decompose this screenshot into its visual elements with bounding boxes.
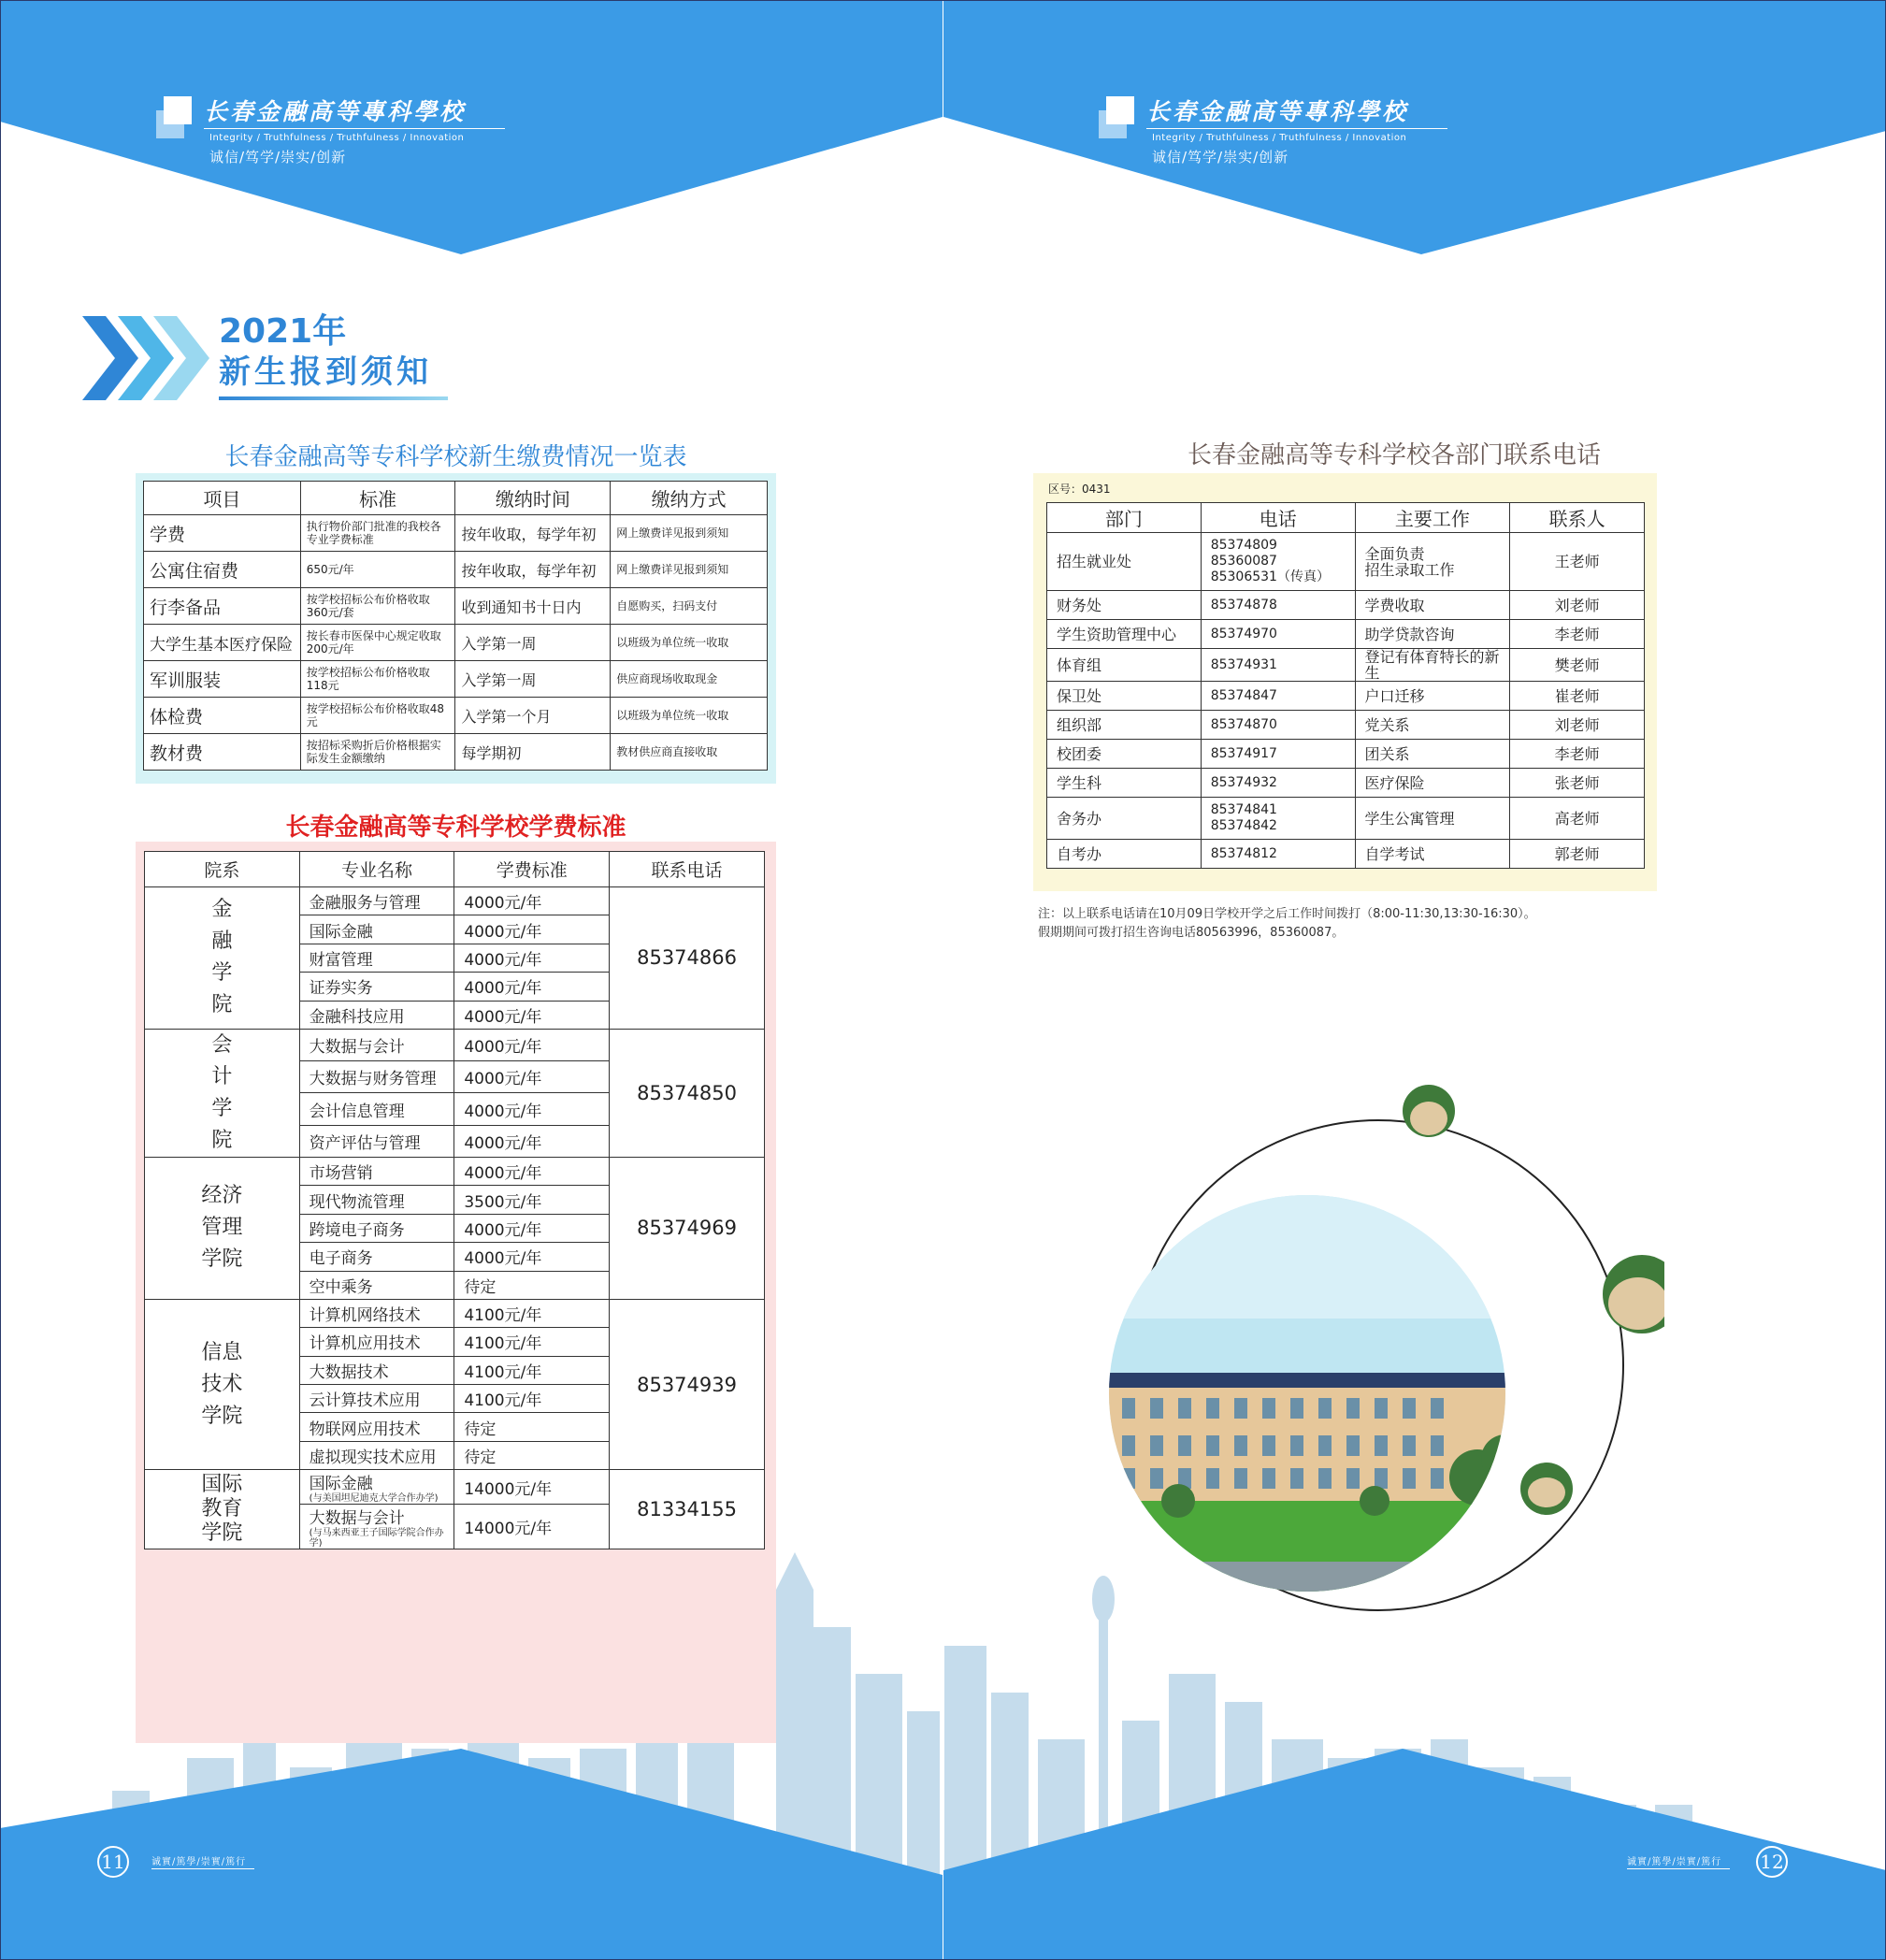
contact-dept: 招生就业处 — [1047, 533, 1202, 591]
major-name: 云计算技术应用 — [309, 1391, 421, 1411]
major-cell — [299, 1214, 454, 1242]
right-school-name: 长春金融高等專科學校 — [1146, 98, 1409, 125]
major-cell — [299, 1271, 454, 1299]
title-year: 2021年 — [219, 312, 347, 351]
fee-method: 以班级为单位统一收取 — [611, 698, 768, 734]
fee-cell: 14000元/年 — [454, 1470, 610, 1505]
major-cell — [299, 1413, 454, 1441]
fee-cell: 4000元/年 — [454, 1157, 610, 1185]
fee-item: 学费 — [144, 515, 301, 552]
fee-cell: 4000元/年 — [454, 1243, 610, 1271]
left-school-name: 长春金融高等專科學校 — [204, 98, 467, 125]
major-cell — [299, 887, 454, 915]
contact-person: 刘老师 — [1510, 711, 1645, 740]
major-name: 现代物流管理 — [309, 1192, 405, 1212]
contact-phone: 85374970 — [1201, 620, 1355, 649]
major-name: 证券实务 — [309, 979, 373, 999]
major-cell — [299, 1186, 454, 1214]
contact-dept: 组织部 — [1047, 711, 1202, 740]
campus-stone-photo-2 — [1599, 1253, 1664, 1337]
major-note: (与马来西亚王子国际学院合作办学) — [309, 1528, 444, 1549]
contact-work: 全面负责 招生录取工作 — [1355, 533, 1510, 591]
dept-phone-cell: 85374866 — [610, 887, 765, 1030]
dept-phone-cell: 85374939 — [610, 1299, 765, 1469]
major-name: 国际金融 — [309, 1475, 373, 1494]
table-row — [144, 552, 768, 588]
fee-table-title: 长春金融高等专科学校新生缴费情况一览表 — [224, 443, 687, 471]
contact-work: 户口迁移 — [1355, 682, 1510, 711]
fee-cell: 4100元/年 — [454, 1299, 610, 1327]
left-footer-motto: 诚實/篤學/崇實/篤行 — [151, 1857, 247, 1867]
contact-work: 助学贷款咨询 — [1355, 620, 1510, 649]
major-cell — [299, 1029, 454, 1060]
fee-item: 公寓住宿费 — [144, 552, 301, 588]
major-cell — [299, 944, 454, 972]
contact-work: 团关系 — [1355, 740, 1510, 769]
major-name: 大数据与会计 — [309, 1038, 405, 1058]
title-underline — [219, 396, 448, 400]
contact-person: 王老师 — [1510, 533, 1645, 591]
fee-cell: 待定 — [454, 1413, 610, 1441]
contact-phone: 85374917 — [1201, 740, 1355, 769]
left-header-rule — [204, 128, 505, 129]
fee-time: 入学第一周 — [455, 625, 611, 661]
dept-phone-cell: 85374850 — [610, 1029, 765, 1157]
table-row — [1047, 798, 1645, 840]
fee-cell: 14000元/年 — [454, 1505, 610, 1549]
contact-person: 李老师 — [1510, 620, 1645, 649]
contact-header-phone: 电话 — [1201, 503, 1355, 533]
contact-person: 郭老师 — [1510, 840, 1645, 869]
right-motto-en: Integrity / Truthfulness / Truthfulness / Innovation — [1152, 133, 1407, 143]
contact-dept: 体育组 — [1047, 649, 1202, 682]
contact-table-body — [1047, 533, 1645, 869]
contact-table — [1046, 502, 1645, 869]
major-name: 大数据与财务管理 — [309, 1070, 437, 1089]
table-row — [1047, 840, 1645, 869]
major-note: (与美国坦尼迪克大学合作办学) — [309, 1493, 439, 1505]
contact-phone: 85374931 — [1201, 649, 1355, 682]
dept-cell: 会 计 学 院 — [145, 1029, 300, 1157]
fee-item: 大学生基本医疗保险 — [144, 625, 301, 661]
contact-header-person: 联系人 — [1510, 503, 1645, 533]
contact-person: 樊老师 — [1510, 649, 1645, 682]
table-row — [145, 887, 765, 915]
major-cell — [299, 1093, 454, 1125]
fee-table-panel — [136, 473, 776, 784]
tuition-header-dept: 院系 — [145, 852, 300, 887]
contact-phone: 85374841 85374842 — [1201, 798, 1355, 840]
table-row — [144, 698, 768, 734]
fee-method: 以班级为单位统一收取 — [611, 625, 768, 661]
fee-cell: 4100元/年 — [454, 1356, 610, 1384]
left-motto-cn: 诚信/笃学/崇实/创新 — [209, 149, 347, 166]
major-cell — [299, 1299, 454, 1327]
major-name: 国际金融 — [309, 922, 373, 942]
table-row — [1047, 740, 1645, 769]
major-cell — [299, 1157, 454, 1185]
major-name: 会计信息管理 — [309, 1102, 405, 1121]
fee-header-method: 缴纳方式 — [611, 482, 768, 515]
chevron-double-right-icon — [82, 316, 213, 400]
table-row — [145, 1157, 765, 1185]
major-cell — [299, 1001, 454, 1029]
major-name: 计算机网络技术 — [309, 1306, 421, 1326]
fee-time: 入学第一个月 — [455, 698, 611, 734]
major-name: 金融服务与管理 — [309, 894, 421, 914]
contact-phone: 85374812 — [1201, 840, 1355, 869]
fee-method: 网上缴费详见报到须知 — [611, 515, 768, 552]
fee-cell: 4000元/年 — [454, 1029, 610, 1060]
major-cell — [299, 973, 454, 1001]
contact-work: 学费收取 — [1355, 591, 1510, 620]
fee-table-header — [144, 482, 768, 515]
left-footer-rule — [151, 1868, 254, 1869]
dept-cell: 经济 管理 学院 — [145, 1157, 300, 1299]
fee-standard: 按学校招标公布价格收取48元 — [300, 698, 455, 734]
title-main: 新生报到须知 — [219, 353, 432, 391]
fee-cell: 4100元/年 — [454, 1328, 610, 1356]
fee-standard: 按招标采购折后价格根据实际发生金额缴纳 — [300, 734, 455, 771]
fee-item: 体检费 — [144, 698, 301, 734]
table-row — [144, 515, 768, 552]
fee-time: 收到通知书十日内 — [455, 588, 611, 625]
major-cell — [299, 1061, 454, 1093]
major-name: 虚拟现实技术应用 — [309, 1448, 437, 1468]
fee-method: 自愿购买，扫码支付 — [611, 588, 768, 625]
left-page-number: 11 — [97, 1846, 129, 1878]
contact-work: 学生公寓管理 — [1355, 798, 1510, 840]
fee-method: 供应商现场收取现金 — [611, 661, 768, 698]
major-cell — [299, 1328, 454, 1356]
fee-cell: 4100元/年 — [454, 1385, 610, 1413]
fee-header-item: 项目 — [144, 482, 301, 515]
dept-phone-cell: 85374969 — [610, 1157, 765, 1299]
fee-cell: 4000元/年 — [454, 1001, 610, 1029]
table-row — [144, 661, 768, 698]
table-row — [1047, 620, 1645, 649]
contact-phone: 85374809 85360087 85306531（传真） — [1201, 533, 1355, 591]
fee-cell: 3500元/年 — [454, 1186, 610, 1214]
table-row — [1047, 533, 1645, 591]
right-header-rule — [1146, 128, 1447, 129]
tuition-header-fee: 学费标准 — [454, 852, 610, 887]
tuition-table — [144, 851, 765, 1549]
table-row — [145, 1029, 765, 1060]
contact-phone: 85374932 — [1201, 769, 1355, 798]
fee-standard: 按学校招标公布价格收取118元 — [300, 661, 455, 698]
contact-phone: 85374878 — [1201, 591, 1355, 620]
table-row — [145, 1299, 765, 1327]
major-name: 大数据技术 — [309, 1362, 389, 1382]
fee-standard: 执行物价部门批准的我校各专业学费标准 — [300, 515, 455, 552]
contact-work: 医疗保险 — [1355, 769, 1510, 798]
dept-cell: 信息 技术 学院 — [145, 1299, 300, 1469]
major-cell — [299, 1385, 454, 1413]
bottom-right-band — [943, 1749, 1886, 1960]
fee-cell: 4000元/年 — [454, 1093, 610, 1125]
contact-dept: 校团委 — [1047, 740, 1202, 769]
fee-cell: 4000元/年 — [454, 944, 610, 972]
fee-cell: 待定 — [454, 1271, 610, 1299]
fee-standard: 按长春市医保中心规定收取200元/年 — [300, 625, 455, 661]
major-name: 跨境电子商务 — [309, 1220, 405, 1240]
contact-table-panel — [1033, 473, 1657, 891]
right-footer-rule — [1627, 1868, 1730, 1869]
contact-header-dept: 部门 — [1047, 503, 1202, 533]
contact-work: 登记有体育特长的新生 — [1355, 649, 1510, 682]
fee-cell: 待定 — [454, 1441, 610, 1469]
fee-time: 按年收取，每学年初 — [455, 515, 611, 552]
campus-stone-photo-3 — [1517, 1459, 1576, 1519]
contact-dept: 学生科 — [1047, 769, 1202, 798]
table-row — [1047, 682, 1645, 711]
table-row — [1047, 711, 1645, 740]
campus-building-photo — [1103, 1188, 1533, 1608]
tuition-table-header — [145, 852, 765, 887]
contact-person: 高老师 — [1510, 798, 1645, 840]
contact-dept: 学生资助管理中心 — [1047, 620, 1202, 649]
fee-cell: 4000元/年 — [454, 887, 610, 915]
major-name: 财富管理 — [309, 950, 373, 970]
left-motto-en: Integrity / Truthfulness / Truthfulness / Innovation — [209, 133, 465, 143]
major-cell — [299, 915, 454, 944]
table-row — [1047, 769, 1645, 798]
dept-cell: 国际 教育 学院 — [145, 1470, 300, 1549]
contact-note-line1: 注：以上联系电话请在10月09日学校开学之后工作时间拨打（8:00-11:30,13:30-16:30）。 — [1038, 907, 1536, 921]
contact-note-line2: 假期期间可拨打招生咨询电话80563996，85360087。 — [1038, 926, 1345, 940]
contact-dept: 舍务办 — [1047, 798, 1202, 840]
right-footer-motto: 诚實/篤學/崇實/篤行 — [1627, 1857, 1722, 1867]
fee-time: 入学第一周 — [455, 661, 611, 698]
contact-dept: 自考办 — [1047, 840, 1202, 869]
fee-cell: 4000元/年 — [454, 1061, 610, 1093]
major-name: 电子商务 — [309, 1249, 373, 1269]
campus-photo-illustration — [1066, 1075, 1664, 1618]
major-name: 资产评估与管理 — [309, 1133, 421, 1153]
contact-work: 党关系 — [1355, 711, 1510, 740]
table-row — [1047, 591, 1645, 620]
contact-table-title: 长春金融高等专科学校各部门联系电话 — [1187, 441, 1601, 469]
dept-phone-cell: 81334155 — [610, 1470, 765, 1549]
contact-header-work: 主要工作 — [1355, 503, 1510, 533]
contact-dept: 财务处 — [1047, 591, 1202, 620]
table-row — [144, 734, 768, 771]
table-row — [144, 588, 768, 625]
major-cell — [299, 1505, 454, 1549]
major-name: 物联网应用技术 — [309, 1420, 421, 1439]
contact-table-header — [1047, 503, 1645, 533]
table-row — [1047, 649, 1645, 682]
fee-time: 按年收取，每学年初 — [455, 552, 611, 588]
fee-method: 网上缴费详见报到须知 — [611, 552, 768, 588]
fee-cell: 4000元/年 — [454, 1214, 610, 1242]
fee-standard: 按学校招标公布价格收取360元/套 — [300, 588, 455, 625]
major-name: 市场营销 — [309, 1164, 373, 1184]
tuition-table-body — [145, 887, 765, 1549]
contact-phone: 85374847 — [1201, 682, 1355, 711]
major-name: 计算机应用技术 — [309, 1334, 421, 1354]
dept-cell: 金 融 学 院 — [145, 887, 300, 1030]
major-name: 金融科技应用 — [309, 1007, 405, 1027]
fee-cell: 4000元/年 — [454, 915, 610, 944]
table-row — [145, 1470, 765, 1505]
right-motto-cn: 诚信/笃学/崇实/创新 — [1152, 149, 1289, 166]
area-code: 区号：0431 — [1048, 483, 1111, 496]
contact-person: 刘老师 — [1510, 591, 1645, 620]
table-row — [144, 625, 768, 661]
contact-person: 李老师 — [1510, 740, 1645, 769]
major-cell — [299, 1470, 454, 1505]
fee-item: 军训服装 — [144, 661, 301, 698]
major-cell — [299, 1356, 454, 1384]
fee-table — [143, 481, 768, 771]
top-left-band — [0, 0, 943, 254]
right-page-number: 12 — [1756, 1846, 1788, 1878]
major-name: 大数据与会计 — [309, 1509, 405, 1529]
fee-header-standard: 标准 — [300, 482, 455, 515]
major-cell — [299, 1243, 454, 1271]
fee-method: 教材供应商直接收取 — [611, 734, 768, 771]
contact-person: 崔老师 — [1510, 682, 1645, 711]
fee-time: 每学期初 — [455, 734, 611, 771]
fee-item: 行李备品 — [144, 588, 301, 625]
tuition-header-phone: 联系电话 — [610, 852, 765, 887]
top-right-band — [943, 0, 1886, 254]
contact-work: 自学考试 — [1355, 840, 1510, 869]
contact-person: 张老师 — [1510, 769, 1645, 798]
contact-phone: 85374870 — [1201, 711, 1355, 740]
fee-cell: 4000元/年 — [454, 973, 610, 1001]
contact-dept: 保卫处 — [1047, 682, 1202, 711]
major-cell — [299, 1441, 454, 1469]
fee-cell: 4000元/年 — [454, 1125, 610, 1157]
fee-header-time: 缴纳时间 — [455, 482, 611, 515]
major-cell — [299, 1125, 454, 1157]
tuition-header-major: 专业名称 — [299, 852, 454, 887]
tuition-table-title: 长春金融高等专科学校学费标准 — [285, 814, 626, 842]
fee-item: 教材费 — [144, 734, 301, 771]
tuition-table-panel — [136, 842, 776, 1743]
major-name: 空中乘务 — [309, 1277, 373, 1297]
fee-standard: 650元/年 — [300, 552, 455, 588]
